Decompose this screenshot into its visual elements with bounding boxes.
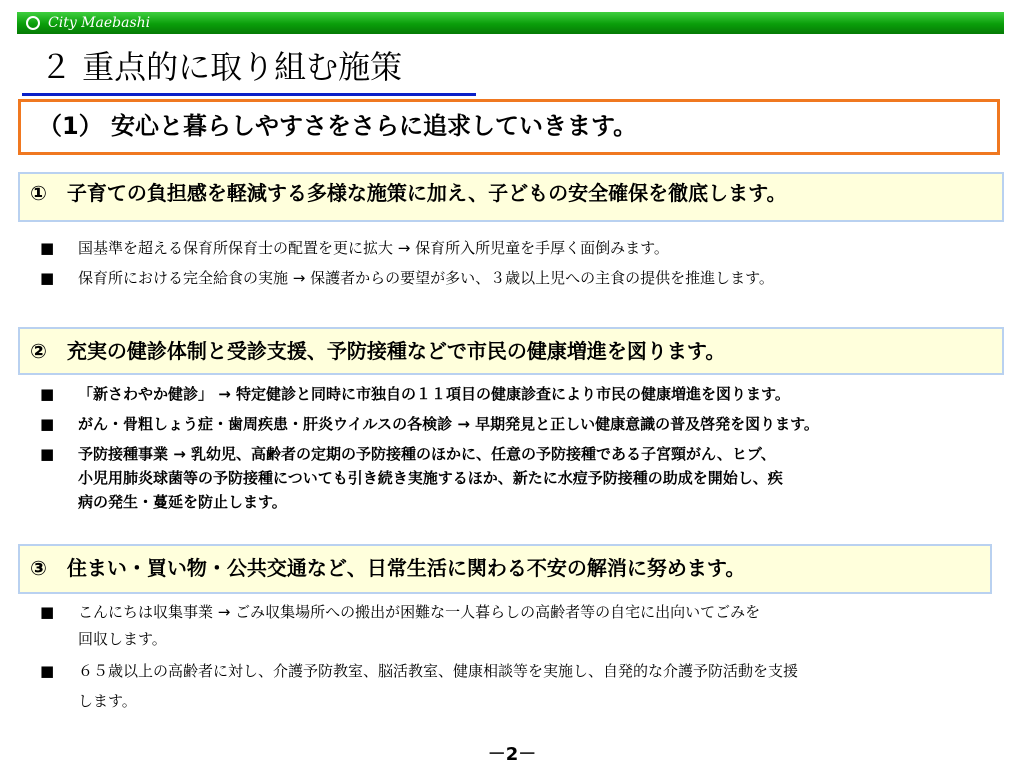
- list-item: [40, 442, 776, 466]
- list-item: [40, 659, 798, 683]
- bullet-text-continued: します。: [78, 692, 137, 710]
- square-bullet-icon: ■: [40, 662, 55, 680]
- section-heading-2: [18, 327, 1004, 375]
- bullet-text: 予防接種事業 → 乳幼児、高齢者の定期の予防接種のほかに、任意の予防接種である子宮頸がん、ヒブ、: [78, 445, 776, 463]
- section-heading-text: ② 充実の健診体制と受診支援、予防接種などで市民の健康増進を図ります。: [30, 339, 726, 363]
- bullet-text-continued: 小児用肺炎球菌等の予防接種についても引き続き実施するほか、新たに水痘予防接種の助成を開始し、疾: [78, 469, 783, 487]
- page-number: －2－: [487, 744, 537, 765]
- square-bullet-icon: ■: [40, 603, 55, 621]
- bullet-text: 「新さわやか健診」 → 特定健診と同時に市独自の１１項目の健康診査により市民の健康増進を図ります。: [78, 385, 790, 403]
- header-bar: [17, 12, 1004, 34]
- section-heading-text: ③ 住まい・買い物・公共交通など、日常生活に関わる不安の解消に努めます。: [30, 556, 746, 580]
- bullet-text: がん・骨粗しょう症・歯周疾患・肝炎ウイルスの各検診 → 早期発見と正しい健康意識の普及啓発を図ります。: [78, 415, 819, 433]
- bullet-text-continued: 回収します。: [78, 630, 167, 648]
- subtitle-text: （1） 安心と暮らしやすさをさらに追求していきます。: [38, 112, 638, 140]
- bullet-text: 国基準を超える保育所保育士の配置を更に拡大 → 保育所入所児童を手厚く面倒みます。: [78, 239, 669, 257]
- list-item: [40, 382, 790, 406]
- list-item: [40, 600, 760, 624]
- section-heading-1: [18, 172, 1004, 222]
- page-title: ２ 重点的に取り組む施策: [40, 48, 403, 86]
- title-underline: [22, 93, 476, 96]
- list-item: [40, 236, 669, 260]
- list-item: [40, 412, 819, 436]
- subtitle-box: [18, 99, 1000, 155]
- square-bullet-icon: ■: [40, 415, 55, 433]
- bullet-text: 保育所における完全給食の実施 → 保護者からの要望が多い、３歳以上児への主食の提供を推進します。: [78, 269, 774, 287]
- section-heading-3: [18, 544, 992, 594]
- square-bullet-icon: ■: [40, 385, 55, 403]
- bullet-text: ６５歳以上の高齢者に対し、介護予防教室、脳活教室、健康相談等を実施し、自発的な介護予防活動を支援: [78, 662, 799, 680]
- section-heading-text: ① 子育ての負担感を軽減する多様な施策に加え、子どもの安全確保を徹底します。: [30, 181, 787, 205]
- square-bullet-icon: ■: [40, 269, 55, 287]
- square-bullet-icon: ■: [40, 239, 55, 257]
- square-bullet-icon: ■: [40, 445, 55, 463]
- list-item: [40, 266, 774, 290]
- brand-label: City Maebashi: [48, 15, 151, 31]
- bullet-text: こんにちは収集事業 → ごみ収集場所への搬出が困難な一人暮らしの高齢者等の自宅に出向いてごみを: [78, 603, 761, 621]
- circle-icon: [26, 16, 40, 30]
- bullet-text-continued: 病の発生・蔓延を防止します。: [78, 493, 287, 511]
